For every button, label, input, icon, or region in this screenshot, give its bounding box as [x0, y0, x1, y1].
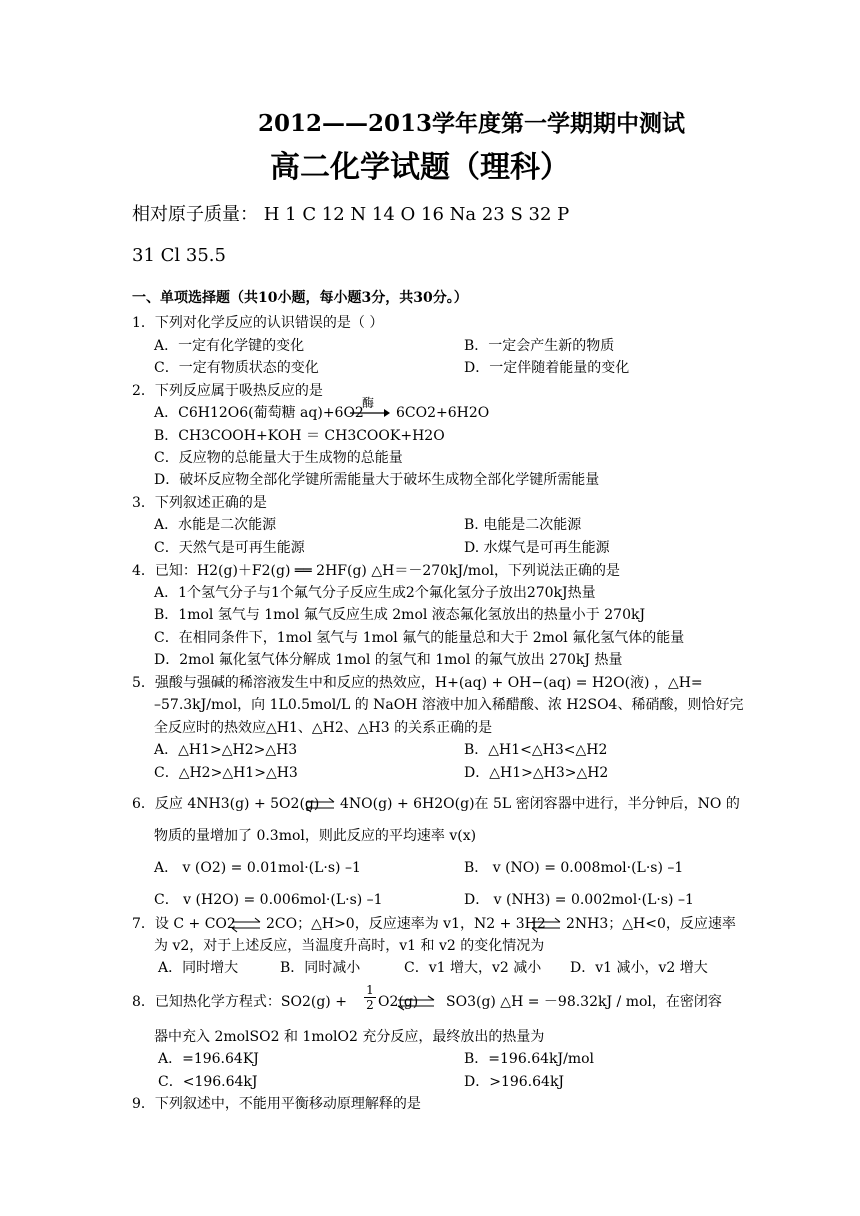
q8-equilibrium-arrow: [396, 995, 436, 1011]
q8-line2: 器中充入 2molSO2 和 1molO2 充分反应，最终放出的热量为: [154, 1029, 545, 1045]
q6-option-d: D． v (NH3) = 0.002mol·(L·s) –1: [464, 892, 694, 908]
q4-stem: 4．已知：H2(g)＋F2(g) ══ 2HF(g) △H＝－270kJ/mol，下列说法正确的是: [132, 563, 621, 579]
q1-option-a: A．一定有化学键的变化: [154, 338, 305, 354]
q7-line1-c: 2NH3；△H<0，反应速率: [566, 916, 736, 932]
q4-option-c: C．在相同条件下，1mol 氢气与 1mol 氟气的能量总和大于 2mol 氟化氢气体的能量: [154, 630, 685, 646]
q1-option-d: D．一定伴随着能量的变化: [464, 360, 630, 376]
q3-option-d: D. 水煤气是可再生能源: [464, 540, 610, 556]
q4-option-b: B．1mol 氢气与 1mol 氟气反应生成 2mol 液态氟化氢放出的热量小于 270kJ: [154, 607, 646, 623]
q3-stem: 3．下列叙述正确的是: [132, 495, 267, 511]
section-heading: 一、单项选择题（共10小题，每小题3分，共30分。）: [132, 290, 468, 306]
title-line2: 高二化学试题（理科）: [270, 150, 570, 185]
q7-option-b: B．同时减小: [280, 960, 361, 976]
q3-option-a: A．水能是二次能源: [154, 517, 277, 533]
q6-option-a: A． v (O2) = 0.01mol·(L·s) –1: [154, 860, 361, 876]
q1-option-c: C．一定有物质状态的变化: [154, 360, 319, 376]
q2-option-a-right: 6CO2+6H2O: [396, 405, 490, 421]
q8-option-c: C．<196.64kJ: [158, 1074, 258, 1090]
title-line1: 2012——2013学年度第一学期期中测试: [258, 110, 686, 137]
q5-option-c: C．△H2>△H1>△H3: [154, 765, 298, 781]
q5-option-d: D．△H1>△H3>△H2: [464, 765, 609, 781]
q8-option-b: B．=196.64kJ/mol: [464, 1051, 594, 1067]
q8-option-d: D．>196.64kJ: [464, 1074, 565, 1090]
q9-stem: 9．下列叙述中，不能用平衡移动原理解释的是: [132, 1096, 421, 1112]
q8-fraction-denominator: 2: [366, 998, 374, 1012]
q2-option-a-left: A．C6H12O6(葡萄糖 aq)+6O2: [154, 405, 364, 421]
q8-line1-b: O2(g): [378, 994, 419, 1010]
q1-option-b: B．一定会产生新的物质: [464, 338, 615, 354]
q7-option-c: C．v1 增大，v2 减小: [404, 960, 542, 976]
q7-line2: 为 v2，对于上述反应，当温度升高时，v1 和 v2 的变化情况为: [154, 938, 545, 954]
q6-option-c: C． v (H2O) = 0.006mol·(L·s) –1: [154, 892, 383, 908]
q8-fraction-numerator: 1: [366, 983, 374, 997]
q5-option-a: A．△H1>△H2>△H3: [154, 742, 298, 758]
q7-arrow-2: [530, 917, 562, 933]
q1-stem: 1．下列对化学反应的认识错误的是（ ）: [132, 315, 384, 331]
q6-line1-left: 6．反应 4NH3(g) + 5O2(g): [132, 796, 320, 812]
q2-option-d: D．破坏反应物全部化学键所需能量大于破坏生成物全部化学键所需能量: [154, 472, 600, 488]
q6-equilibrium-arrow: [304, 797, 336, 813]
q8-fraction: [364, 983, 376, 1012]
q2-stem: 2．下列反应属于吸热反应的是: [132, 383, 323, 399]
q2-arrow: [350, 396, 390, 422]
q5-option-b: B．△H1<△H3<△H2: [464, 742, 608, 758]
q6-line1-right: 4NO(g) + 6H2O(g)在 5L 密闭容器中进行，半分钟后，NO 的: [340, 796, 740, 812]
q4-option-a: A．1个氢气分子与1个氟气分子反应生成2个氟化氢分子放出270kJ热量: [154, 585, 596, 601]
q5-line1: 5．强酸与强碱的稀溶液发生中和反应的热效应，H+(aq) + OH−(aq) = H2O(液) ，△H=: [132, 675, 703, 691]
q8-line1-c: SO3(g) △H = －98.32kJ / mol，在密闭容: [446, 994, 722, 1010]
q7-line1-a: 7．设 C + CO2: [132, 916, 236, 932]
q5-line2: –57.3kJ/mol，向 1L0.5mol/L 的 NaOH 溶液中加入稀醋酸、浓 H2SO4、稀硝酸，则恰好完: [154, 697, 744, 713]
q6-line2: 物质的量增加了 0.3mol，则此反应的平均速率 v(x): [154, 828, 477, 844]
q7-line1-b: 2CO；△H>0，反应速率为 v1，N2 + 3H2: [266, 916, 546, 932]
q7-arrow-1: [230, 917, 262, 933]
atomic-mass-line2: 31 Cl 35.5: [132, 245, 226, 266]
q8-line1-a: 8．已知热化学方程式：SO2(g) +: [132, 994, 347, 1010]
q8-option-a: A．=196.64KJ: [158, 1051, 259, 1067]
q6-option-b: B． v (NO) = 0.008mol·(L·s) –1: [464, 860, 684, 876]
q2-option-b: B．CH3COOH+KOH ＝ CH3COOK+H2O: [154, 428, 445, 444]
q2-arrow-label: 酶: [362, 396, 375, 410]
atomic-mass-line1: 相对原子质量： H 1 C 12 N 14 O 16 Na 23 S 32 P: [132, 204, 570, 225]
q5-line3: 全反应时的热效应△H1、△H2、△H3 的关系正确的是: [154, 720, 493, 736]
q2-option-c: C．反应物的总能量大于生成物的总能量: [154, 450, 403, 466]
q3-option-b: B. 电能是二次能源: [464, 517, 582, 533]
q7-option-d: D．v1 减小，v2 增大: [570, 960, 708, 976]
q7-option-a: A．同时增大: [158, 960, 239, 976]
q4-option-d: D．2mol 氟化氢气体分解成 1mol 的氢气和 1mol 的氟气放出 270kJ 热量: [154, 652, 623, 668]
q3-option-c: C．天然气是可再生能源: [154, 540, 305, 556]
